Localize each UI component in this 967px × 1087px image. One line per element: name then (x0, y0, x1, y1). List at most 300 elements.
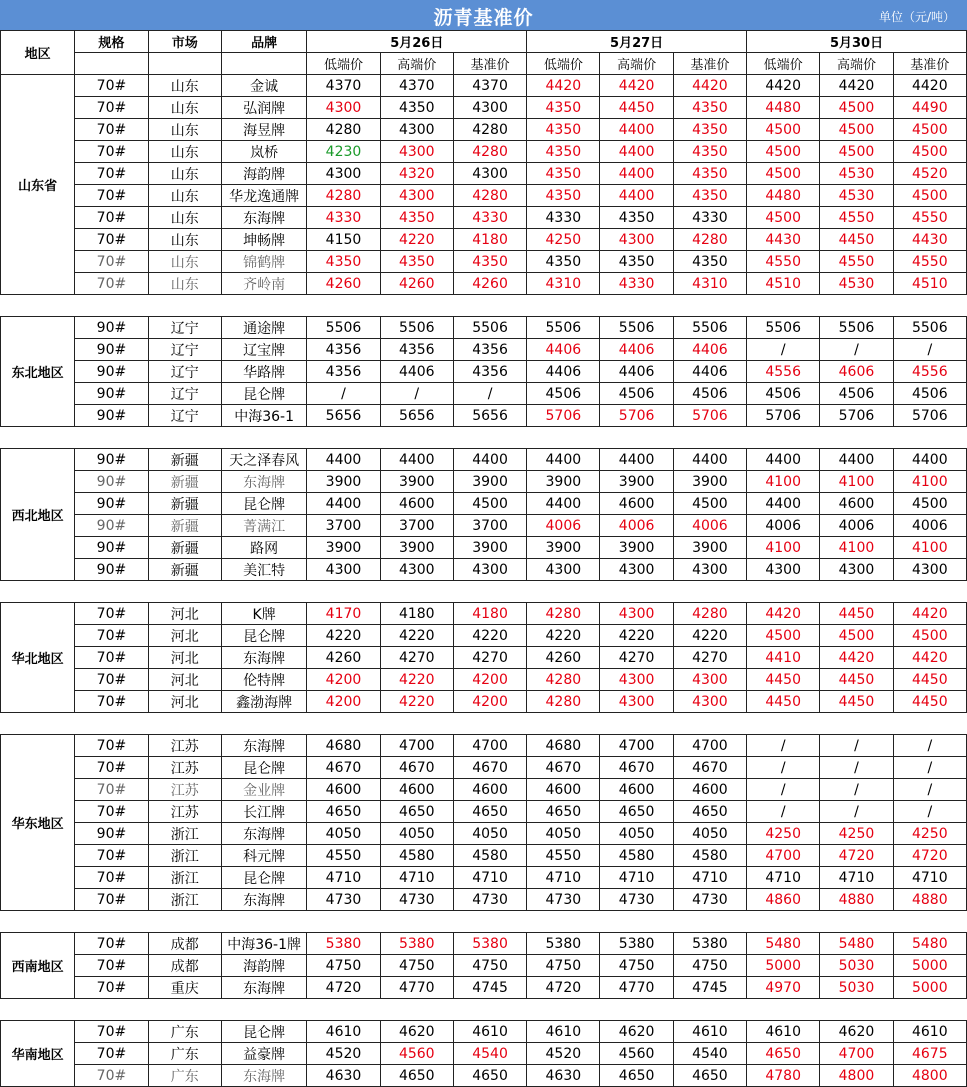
market-cell: 新疆 (148, 537, 221, 559)
group-separator (1, 581, 967, 603)
price-cell: 4600 (380, 779, 453, 801)
price-cell: 4400 (600, 119, 673, 141)
market-cell: 辽宁 (148, 405, 221, 427)
table-row (1, 977, 967, 999)
price-cell: 4710 (600, 867, 673, 889)
brand-cell: 海昱牌 (221, 119, 307, 141)
brand-cell: 美汇特 (221, 559, 307, 581)
price-cell: 4710 (380, 867, 453, 889)
price-cell: 4350 (527, 185, 600, 207)
spec-cell: 90# (75, 361, 148, 383)
price-cell: 4650 (453, 801, 526, 823)
price-cell: 4406 (600, 361, 673, 383)
price-cell: 4650 (600, 801, 673, 823)
price-cell: 4350 (527, 163, 600, 185)
brand-cell: 东海牌 (221, 1065, 307, 1087)
price-cell: 4630 (307, 1065, 380, 1087)
price-cell: 4450 (600, 97, 673, 119)
separator-cell (1, 295, 967, 317)
price-cell: 4550 (893, 207, 966, 229)
spec-cell: 90# (75, 493, 148, 515)
price-table (0, 30, 967, 1087)
price-cell: 4670 (527, 757, 600, 779)
price-cell: 4250 (747, 823, 820, 845)
spec-cell: 70# (75, 1043, 148, 1065)
table-row (1, 317, 967, 339)
brand-cell: 昆仑牌 (221, 383, 307, 405)
price-cell: 4310 (527, 273, 600, 295)
price-cell: 4400 (747, 449, 820, 471)
price-cell: 4400 (600, 449, 673, 471)
price-cell: 4550 (747, 251, 820, 273)
header-date-2: 5月27日 (527, 31, 747, 53)
price-cell: 4550 (527, 845, 600, 867)
table-row (1, 185, 967, 207)
market-cell: 成都 (148, 955, 221, 977)
spec-cell: 70# (75, 955, 148, 977)
brand-cell: 东海牌 (221, 647, 307, 669)
price-cell: 4280 (453, 185, 526, 207)
price-cell: 5656 (453, 405, 526, 427)
price-cell: 4270 (453, 647, 526, 669)
price-cell: 4400 (527, 449, 600, 471)
price-cell: 5506 (820, 317, 893, 339)
price-cell: 4700 (820, 1043, 893, 1065)
price-cell: 4550 (820, 207, 893, 229)
market-cell: 河北 (148, 647, 221, 669)
price-cell: 4700 (747, 845, 820, 867)
price-cell: 5000 (747, 955, 820, 977)
price-cell: 4200 (307, 691, 380, 713)
price-cell: 3900 (307, 537, 380, 559)
separator-cell (1, 427, 967, 449)
price-cell: / (893, 801, 966, 823)
price-cell: 5706 (820, 405, 893, 427)
price-cell: 4650 (380, 801, 453, 823)
price-cell: 4500 (747, 163, 820, 185)
price-cell: 4450 (893, 691, 966, 713)
price-cell: 4300 (307, 97, 380, 119)
price-cell: / (453, 383, 526, 405)
price-cell: 4506 (673, 383, 746, 405)
price-cell: 4350 (673, 119, 746, 141)
price-cell: 4745 (673, 977, 746, 999)
price-cell: 4560 (380, 1043, 453, 1065)
brand-cell: 路网 (221, 537, 307, 559)
price-cell: 4430 (747, 229, 820, 251)
price-cell: 4500 (820, 141, 893, 163)
header-region: 地区 (1, 31, 75, 75)
table-row (1, 933, 967, 955)
price-cell: / (820, 801, 893, 823)
price-cell: 4230 (307, 141, 380, 163)
spec-cell: 70# (75, 163, 148, 185)
page-title: 沥青基准价 (433, 7, 534, 29)
market-cell: 山东 (148, 185, 221, 207)
table-row (1, 757, 967, 779)
price-cell: 4610 (307, 1021, 380, 1043)
spec-cell: 70# (75, 735, 148, 757)
price-cell: 5380 (527, 933, 600, 955)
price-cell: 4180 (453, 603, 526, 625)
price-cell: 4675 (893, 1043, 966, 1065)
price-cell: 5706 (747, 405, 820, 427)
price-cell: 4606 (820, 361, 893, 383)
price-cell: 4220 (600, 625, 673, 647)
price-cell: 4260 (527, 647, 600, 669)
price-cell: 4350 (673, 141, 746, 163)
spec-cell: 70# (75, 757, 148, 779)
price-cell: 4300 (600, 603, 673, 625)
price-cell: 3900 (600, 537, 673, 559)
price-cell: 4420 (893, 75, 966, 97)
brand-cell: 伦特牌 (221, 669, 307, 691)
market-cell: 辽宁 (148, 361, 221, 383)
price-cell: 4050 (380, 823, 453, 845)
price-cell: 4300 (453, 97, 526, 119)
market-cell: 广东 (148, 1065, 221, 1087)
price-cell: 4556 (747, 361, 820, 383)
price-cell: 4350 (307, 251, 380, 273)
price-cell: 4260 (307, 273, 380, 295)
price-cell: 4410 (747, 647, 820, 669)
price-cell: 4250 (820, 823, 893, 845)
market-cell: 浙江 (148, 823, 221, 845)
price-cell: 4180 (453, 229, 526, 251)
price-cell: 4550 (820, 251, 893, 273)
spec-cell: 90# (75, 383, 148, 405)
price-cell: 4520 (307, 1043, 380, 1065)
table-row (1, 141, 967, 163)
brand-cell: 鑫渤海牌 (221, 691, 307, 713)
price-cell: 4406 (673, 339, 746, 361)
price-cell: 4650 (747, 1043, 820, 1065)
price-cell: 4750 (453, 955, 526, 977)
price-cell: / (307, 383, 380, 405)
price-cell: 4506 (600, 383, 673, 405)
market-cell: 辽宁 (148, 317, 221, 339)
subheader-base: 基准价 (673, 53, 746, 75)
table-row (1, 867, 967, 889)
price-cell: 4720 (307, 977, 380, 999)
price-cell: 4260 (380, 273, 453, 295)
brand-cell: 齐岭南 (221, 273, 307, 295)
table-row (1, 97, 967, 119)
subheader-row (1, 53, 967, 75)
spec-cell: 90# (75, 515, 148, 537)
price-cell: 4050 (527, 823, 600, 845)
subheader-low: 低端价 (307, 53, 380, 75)
price-cell: 4006 (820, 515, 893, 537)
header-brand: 品牌 (221, 31, 307, 53)
price-cell: 4670 (380, 757, 453, 779)
price-cell: 4650 (600, 1065, 673, 1087)
table-row (1, 845, 967, 867)
price-cell: 4580 (453, 845, 526, 867)
price-cell: 4370 (307, 75, 380, 97)
price-cell: 4550 (893, 251, 966, 273)
market-cell: 山东 (148, 207, 221, 229)
price-cell: 4220 (380, 625, 453, 647)
price-cell: 4500 (893, 119, 966, 141)
spec-cell: 70# (75, 691, 148, 713)
brand-cell: 天之泽春风 (221, 449, 307, 471)
subheader-blank (148, 53, 221, 75)
brand-cell: 菁满江 (221, 515, 307, 537)
price-cell: 4750 (380, 955, 453, 977)
price-cell: 4200 (453, 669, 526, 691)
spec-cell: 70# (75, 845, 148, 867)
price-cell: 5506 (747, 317, 820, 339)
table-row (1, 779, 967, 801)
price-cell: 4506 (747, 383, 820, 405)
price-cell: / (820, 779, 893, 801)
separator-cell (1, 999, 967, 1021)
price-cell: 4710 (893, 867, 966, 889)
table-row (1, 471, 967, 493)
price-cell: 3900 (673, 537, 746, 559)
brand-cell: 华路牌 (221, 361, 307, 383)
price-cell: 4500 (673, 493, 746, 515)
price-cell: 4750 (527, 955, 600, 977)
header-row (1, 31, 967, 53)
price-cell: 4650 (673, 1065, 746, 1087)
table-row (1, 603, 967, 625)
price-cell: 4100 (820, 471, 893, 493)
price-cell: 4300 (893, 559, 966, 581)
price-cell: 4506 (893, 383, 966, 405)
market-cell: 江苏 (148, 735, 221, 757)
price-cell: 4400 (893, 449, 966, 471)
market-cell: 河北 (148, 669, 221, 691)
market-cell: 新疆 (148, 471, 221, 493)
price-cell: 4050 (600, 823, 673, 845)
price-cell: 5506 (307, 317, 380, 339)
table-row (1, 339, 967, 361)
table-row (1, 119, 967, 141)
price-cell: 5506 (600, 317, 673, 339)
spec-cell: 70# (75, 1065, 148, 1087)
price-cell: / (747, 757, 820, 779)
price-cell: / (380, 383, 453, 405)
price-cell: 4406 (527, 339, 600, 361)
spec-cell: 90# (75, 823, 148, 845)
table-row (1, 955, 967, 977)
market-cell: 新疆 (148, 559, 221, 581)
price-cell: 4420 (893, 603, 966, 625)
spec-cell: 70# (75, 1021, 148, 1043)
price-cell: 4300 (673, 691, 746, 713)
region-cell: 华东地区 (1, 735, 75, 911)
market-cell: 新疆 (148, 449, 221, 471)
spec-cell: 70# (75, 867, 148, 889)
price-cell: 4200 (453, 691, 526, 713)
brand-cell: 东海牌 (221, 735, 307, 757)
price-cell: 4300 (747, 559, 820, 581)
price-cell: 4610 (893, 1021, 966, 1043)
price-cell: 4300 (600, 229, 673, 251)
spec-cell: 70# (75, 185, 148, 207)
price-cell: 4580 (673, 845, 746, 867)
table-row (1, 207, 967, 229)
price-cell: 4670 (307, 757, 380, 779)
spec-cell: 90# (75, 559, 148, 581)
price-cell: 4710 (820, 867, 893, 889)
price-cell: 3900 (307, 471, 380, 493)
spec-cell: 70# (75, 801, 148, 823)
price-cell: 4220 (307, 625, 380, 647)
price-cell: 3900 (380, 471, 453, 493)
price-cell: 4730 (307, 889, 380, 911)
spec-cell: 70# (75, 669, 148, 691)
price-cell: / (893, 339, 966, 361)
price-cell: 4400 (600, 185, 673, 207)
price-cell: 4330 (673, 207, 746, 229)
spec-cell: 70# (75, 207, 148, 229)
subheader-high: 高端价 (820, 53, 893, 75)
subheader-high: 高端价 (600, 53, 673, 75)
price-cell: / (820, 339, 893, 361)
price-cell: 4350 (673, 185, 746, 207)
subheader-high: 高端价 (380, 53, 453, 75)
market-cell: 山东 (148, 229, 221, 251)
price-cell: 4540 (673, 1043, 746, 1065)
price-cell: 5480 (820, 933, 893, 955)
price-cell: 3900 (527, 471, 600, 493)
brand-cell: 昆仑牌 (221, 757, 307, 779)
table-row (1, 801, 967, 823)
price-cell: 4300 (380, 119, 453, 141)
price-cell: 4720 (820, 845, 893, 867)
price-cell: 4300 (307, 559, 380, 581)
price-cell: 4780 (747, 1065, 820, 1087)
price-cell: 4700 (673, 735, 746, 757)
price-cell: 4556 (893, 361, 966, 383)
price-cell: 4700 (600, 735, 673, 757)
price-cell: 4600 (600, 493, 673, 515)
price-cell: / (893, 757, 966, 779)
price-cell: 4006 (747, 515, 820, 537)
price-cell: 4580 (380, 845, 453, 867)
spec-cell: 90# (75, 471, 148, 493)
price-cell: 4400 (600, 141, 673, 163)
price-cell: 5706 (673, 405, 746, 427)
price-cell: 4350 (380, 207, 453, 229)
price-cell: 3900 (453, 537, 526, 559)
price-cell: 4600 (820, 493, 893, 515)
price-cell: 4680 (307, 735, 380, 757)
brand-cell: 中海36-1牌 (221, 933, 307, 955)
market-cell: 河北 (148, 691, 221, 713)
price-cell: 5506 (453, 317, 526, 339)
price-cell: 4730 (380, 889, 453, 911)
market-cell: 河北 (148, 603, 221, 625)
price-cell: 4420 (673, 75, 746, 97)
header-date-1: 5月26日 (307, 31, 527, 53)
spec-cell: 90# (75, 537, 148, 559)
price-cell: 4100 (747, 471, 820, 493)
price-cell: 4620 (380, 1021, 453, 1043)
market-cell: 江苏 (148, 801, 221, 823)
price-cell: 4450 (820, 229, 893, 251)
table-row (1, 625, 967, 647)
price-cell: 4320 (380, 163, 453, 185)
price-cell: 4200 (307, 669, 380, 691)
region-cell: 西南地区 (1, 933, 75, 999)
price-cell: 4500 (747, 141, 820, 163)
price-cell: 3700 (380, 515, 453, 537)
price-cell: 4610 (747, 1021, 820, 1043)
price-cell: 4350 (527, 141, 600, 163)
price-cell: 4220 (453, 625, 526, 647)
price-cell: 5480 (893, 933, 966, 955)
market-cell: 辽宁 (148, 383, 221, 405)
price-cell: 4220 (673, 625, 746, 647)
spec-cell: 90# (75, 405, 148, 427)
brand-cell: 海韵牌 (221, 163, 307, 185)
price-cell: 3900 (673, 471, 746, 493)
price-cell: 4420 (747, 603, 820, 625)
price-cell: 4300 (307, 163, 380, 185)
price-cell: / (747, 801, 820, 823)
brand-cell: 昆仑牌 (221, 1021, 307, 1043)
price-cell: 4330 (527, 207, 600, 229)
spec-cell: 70# (75, 141, 148, 163)
price-cell: 4350 (600, 207, 673, 229)
brand-cell: 昆仑牌 (221, 867, 307, 889)
price-cell: 4650 (453, 1065, 526, 1087)
spec-cell: 70# (75, 889, 148, 911)
market-cell: 山东 (148, 75, 221, 97)
table-row (1, 1043, 967, 1065)
price-cell: 4560 (600, 1043, 673, 1065)
price-cell: 4350 (600, 251, 673, 273)
brand-cell: 通途牌 (221, 317, 307, 339)
price-cell: 5380 (673, 933, 746, 955)
market-cell: 广东 (148, 1021, 221, 1043)
price-cell: 4400 (600, 163, 673, 185)
price-cell: 4300 (453, 559, 526, 581)
separator-cell (1, 581, 967, 603)
price-cell: 4620 (820, 1021, 893, 1043)
price-cell: 4510 (747, 273, 820, 295)
price-cell: 4400 (820, 449, 893, 471)
brand-cell: 中海36-1 (221, 405, 307, 427)
price-cell: 4480 (747, 185, 820, 207)
price-cell: 4280 (307, 119, 380, 141)
price-cell: 4100 (893, 537, 966, 559)
spec-cell: 90# (75, 339, 148, 361)
price-cell: 4400 (747, 493, 820, 515)
price-cell: 4050 (453, 823, 526, 845)
price-cell: 4220 (380, 229, 453, 251)
market-cell: 山东 (148, 141, 221, 163)
price-cell: 4770 (380, 977, 453, 999)
price-cell: 4750 (673, 955, 746, 977)
price-cell: 4750 (600, 955, 673, 977)
price-cell: 4260 (307, 647, 380, 669)
subheader-low: 低端价 (527, 53, 600, 75)
price-cell: 4620 (600, 1021, 673, 1043)
price-cell: 4610 (527, 1021, 600, 1043)
price-cell: 5506 (893, 317, 966, 339)
market-cell: 浙江 (148, 867, 221, 889)
price-cell: 4350 (527, 97, 600, 119)
market-cell: 广东 (148, 1043, 221, 1065)
price-cell: 4420 (600, 75, 673, 97)
price-cell: 4370 (380, 75, 453, 97)
price-cell: 5656 (307, 405, 380, 427)
